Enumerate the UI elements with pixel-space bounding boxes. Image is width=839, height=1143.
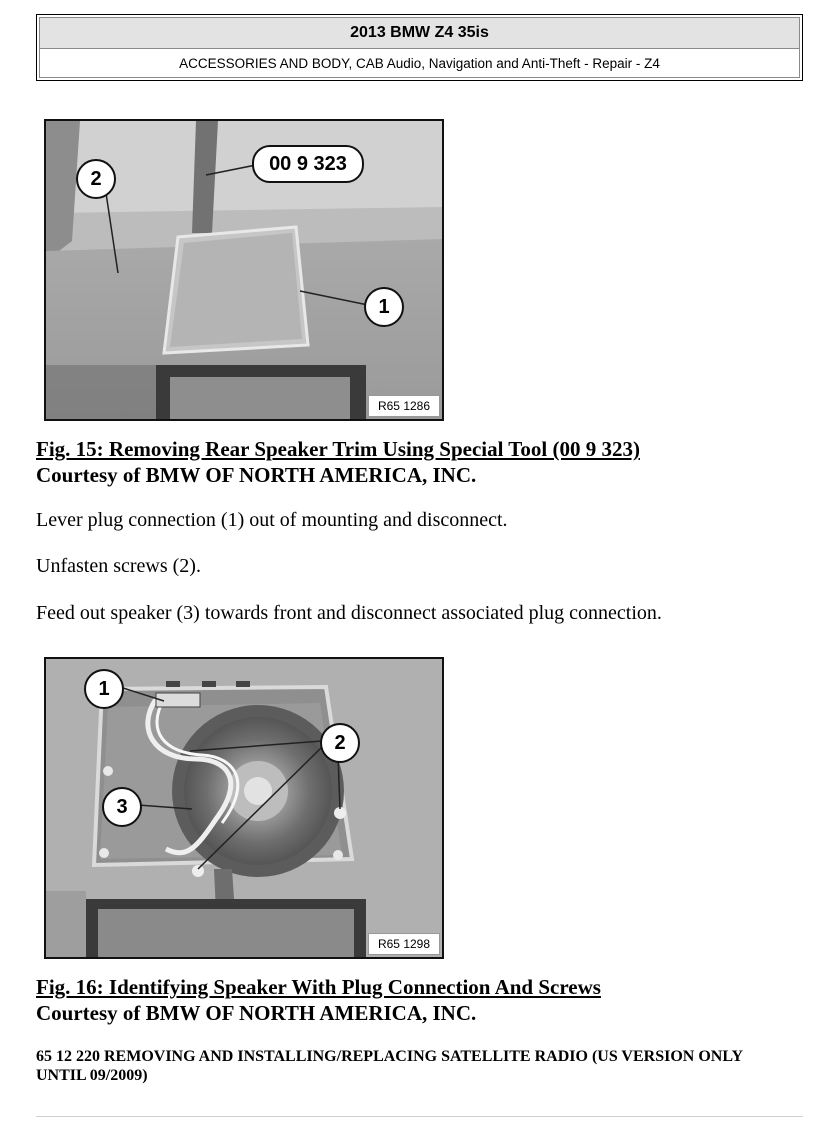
callout-2: 2 bbox=[76, 159, 116, 199]
figure-15-image bbox=[44, 119, 444, 421]
figure-16-image bbox=[44, 657, 444, 959]
step-2: Unfasten screws (2). bbox=[36, 555, 201, 577]
step-1: Lever plug connection (1) out of mounting and disconnect. bbox=[36, 509, 508, 531]
section-heading: 65 12 220 REMOVING AND INSTALLING/REPLACING SATELLITE RADIO (US VERSION ONLY UNTIL 09/2009) bbox=[36, 1048, 743, 1084]
step-3: Feed out speaker (3) towards front and disconnect associated plug connection. bbox=[36, 602, 662, 624]
figure-16-title: Fig. 16: Identifying Speaker With Plug Connection And Screws bbox=[36, 975, 601, 999]
figure-15-caption bbox=[36, 436, 640, 488]
figure-15-courtesy: Courtesy of BMW OF NORTH AMERICA, INC. bbox=[36, 463, 477, 487]
callout-2: 2 bbox=[320, 723, 360, 763]
callout-1: 1 bbox=[364, 287, 404, 327]
figure-16-caption bbox=[36, 974, 601, 1026]
figure-15-title: Fig. 15: Removing Rear Speaker Trim Using Special Tool (00 9 323) bbox=[36, 437, 640, 461]
callout-1: 1 bbox=[84, 669, 124, 709]
section-path: ACCESSORIES AND BODY, CAB Audio, Navigation and Anti-Theft - Repair - Z4 bbox=[40, 49, 799, 77]
figure-16-courtesy: Courtesy of BMW OF NORTH AMERICA, INC. bbox=[36, 1001, 477, 1025]
divider bbox=[36, 1116, 803, 1117]
vehicle-title: 2013 BMW Z4 35is bbox=[40, 18, 799, 49]
callout-3: 3 bbox=[102, 787, 142, 827]
document-header bbox=[36, 14, 803, 81]
figure-ref-code: R65 1298 bbox=[368, 933, 440, 955]
callout-tool-label: 00 9 323 bbox=[252, 145, 364, 183]
figure-ref-code: R65 1286 bbox=[368, 395, 440, 417]
